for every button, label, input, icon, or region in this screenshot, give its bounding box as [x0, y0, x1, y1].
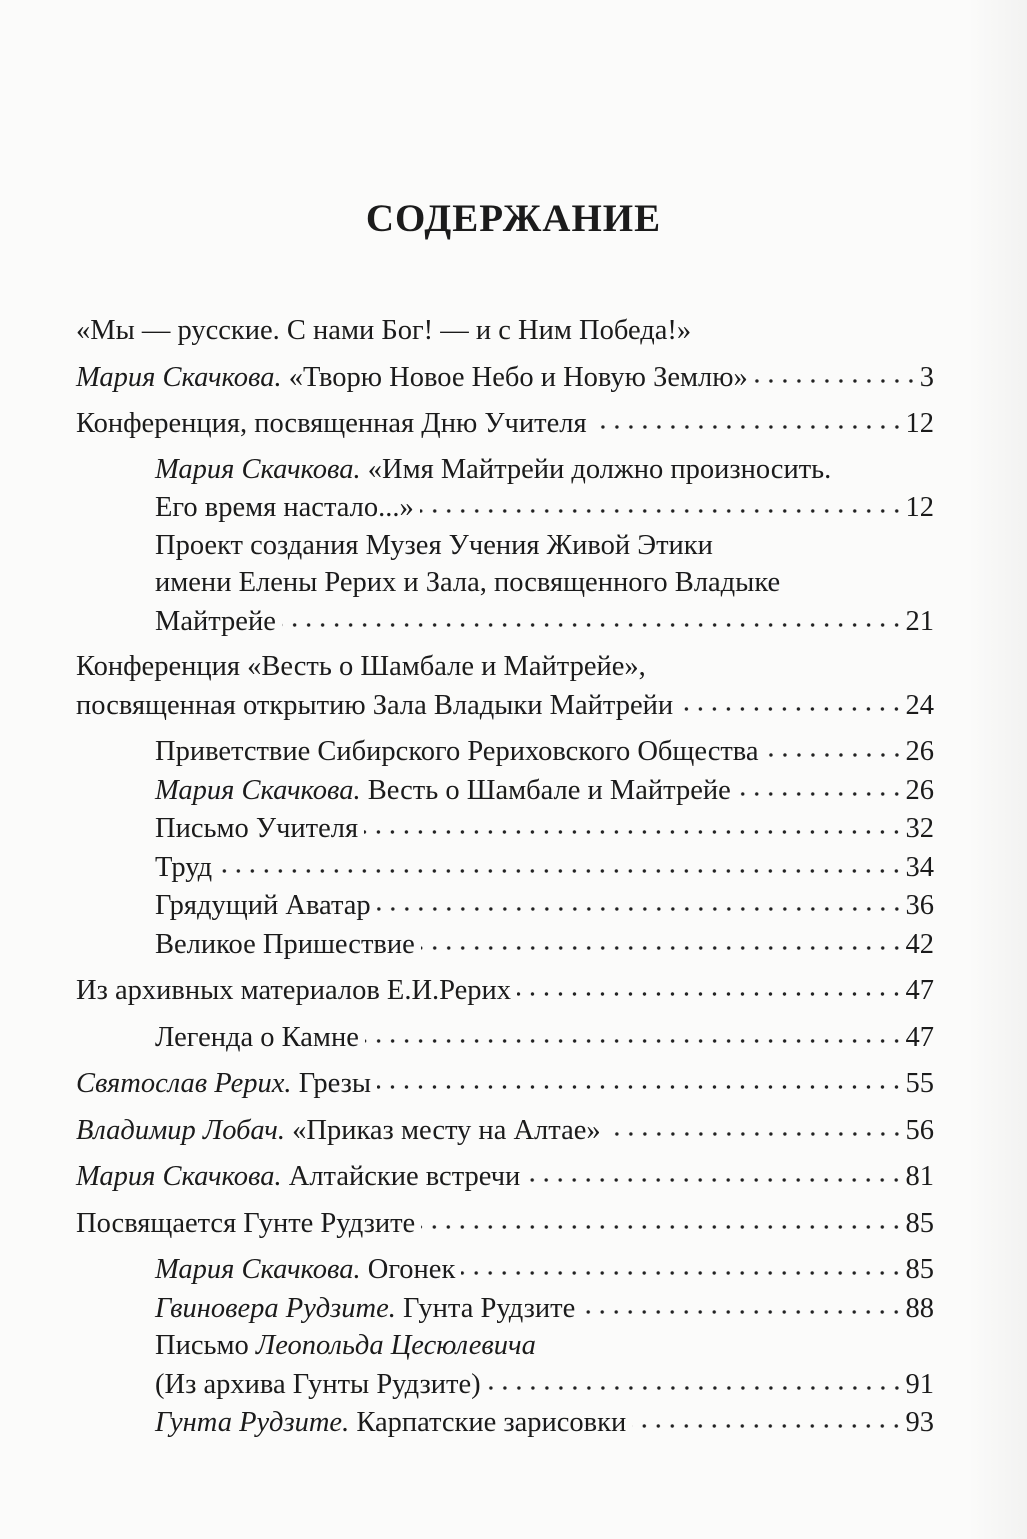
entry-title: Гунта Рудзите	[395, 1292, 576, 1324]
dot-leader	[377, 1064, 903, 1092]
toc-line-text	[76, 1065, 371, 1103]
entry-title: Труд	[155, 851, 213, 883]
entry-title: Письмо Учителя	[155, 813, 359, 844]
toc-line	[155, 564, 934, 602]
page-number: 26	[905, 774, 934, 806]
entry-title: посвященная открытию Зала Владыки Майтрейи	[76, 689, 674, 721]
toc-line	[155, 1018, 934, 1057]
toc-entry	[76, 312, 934, 350]
page-number: 36	[905, 890, 934, 921]
toc-line	[76, 404, 934, 443]
entry-title: «Имя Майтрейи должно произносить.	[360, 453, 832, 485]
toc-line-text	[155, 1404, 626, 1442]
entry-title: «Приказ месту на Алтае»	[285, 1114, 601, 1146]
toc-line-text	[155, 1019, 359, 1057]
toc-line-text	[76, 1158, 520, 1196]
page-number: 12	[905, 408, 934, 439]
toc-line-text	[76, 1112, 601, 1150]
page-number: 3	[919, 361, 934, 393]
dot-leader	[607, 1111, 904, 1139]
toc-entry	[155, 1289, 934, 1328]
toc-entry	[76, 404, 934, 443]
toc-line-text	[155, 489, 414, 527]
entry-title: «Мы — русские. С нами Бог! — и с Ним Победа!»	[76, 315, 692, 346]
page-number: 42	[905, 928, 934, 960]
dot-leader	[593, 404, 904, 432]
entry-title: Из архивных материалов Е.И.Рерих	[76, 975, 512, 1006]
author-name: Мария Скачкова.	[155, 1254, 361, 1285]
dot-leader	[517, 971, 903, 999]
page-number: 91	[905, 1368, 934, 1400]
toc-line-text	[155, 849, 212, 887]
entry-title: Письмо	[155, 1330, 256, 1361]
toc-line	[76, 312, 934, 350]
entry-title: Конференция, посвященная Дню Учителя	[76, 408, 587, 439]
page-number: 24	[905, 689, 934, 721]
page-number: 85	[905, 1254, 934, 1285]
page-number: 21	[905, 605, 934, 637]
author-name: Мария Скачкова.	[155, 774, 361, 806]
page-number: 12	[905, 492, 934, 523]
dot-leader	[282, 602, 904, 630]
page-number: 47	[905, 975, 934, 1006]
dot-leader	[487, 1365, 904, 1393]
toc-line	[155, 488, 934, 527]
toc-line	[155, 602, 934, 641]
page-number: 55	[905, 1068, 934, 1099]
dot-leader	[421, 925, 904, 953]
toc-entry	[155, 1250, 934, 1289]
page-number: 32	[905, 813, 934, 844]
toc-line-text	[155, 926, 415, 964]
author-name: Мария Скачкова.	[155, 453, 361, 485]
toc-line-text	[155, 1366, 481, 1404]
entry-title: Грядущий Аватар	[155, 890, 371, 921]
toc-line	[155, 771, 934, 810]
entry-title: Легенда о Камне	[155, 1021, 359, 1053]
page-number: 88	[905, 1292, 934, 1324]
entry-title: Алтайские встречи	[281, 1161, 521, 1192]
toc-line	[155, 1403, 934, 1442]
page-number: 47	[905, 1021, 934, 1053]
dot-leader	[765, 732, 904, 760]
toc-line	[76, 971, 934, 1010]
entry-title: Конференция «Весть о Шамбале и Майтрейе»,	[76, 651, 646, 682]
toc-line-text	[155, 810, 358, 848]
toc-line	[155, 848, 934, 887]
toc-line	[76, 358, 934, 397]
entry-title: Огонек	[360, 1254, 456, 1285]
dot-leader	[526, 1157, 903, 1185]
entry-title: Приветствие Сибирского Рериховского Общества	[155, 736, 759, 767]
dot-leader	[679, 686, 903, 714]
dot-leader	[754, 358, 918, 386]
toc-entry	[76, 1157, 934, 1196]
toc-line	[155, 1327, 934, 1365]
dot-leader	[461, 1250, 903, 1278]
toc-entry	[155, 1327, 934, 1403]
author-name: Мария Скачкова.	[76, 361, 282, 393]
dot-leader	[377, 886, 904, 914]
toc-line-text	[155, 567, 780, 598]
toc-entry	[155, 886, 934, 925]
entry-title: Посвящается Гунте Рудзите	[76, 1207, 416, 1239]
toc-line	[76, 1204, 934, 1243]
entry-title: (Из архива Гунты Рудзите)	[155, 1368, 481, 1400]
toc-line-text	[155, 530, 713, 561]
toc-entry	[76, 1064, 934, 1103]
toc-line	[155, 925, 934, 964]
table-of-contents	[76, 312, 934, 1442]
entry-title: Грезы	[291, 1068, 372, 1099]
dot-leader	[420, 488, 904, 516]
toc-line-text	[76, 1205, 415, 1243]
author-name: Святослав Рерих.	[76, 1068, 292, 1099]
toc-entry	[76, 1111, 934, 1150]
dot-leader	[365, 1018, 904, 1046]
toc-line	[155, 1365, 934, 1404]
toc-line-text	[155, 454, 831, 485]
author-name: Леопольда Цесюлевича	[255, 1330, 536, 1361]
page-number: 26	[905, 736, 934, 767]
page-number: 93	[905, 1407, 934, 1438]
dot-leader	[218, 848, 903, 876]
toc-line	[155, 1289, 934, 1328]
entry-title: Карпатские зарисовки	[349, 1407, 627, 1438]
dot-leader	[581, 1289, 903, 1317]
toc-entry	[155, 1018, 934, 1057]
dot-leader	[737, 771, 904, 799]
toc-line-text	[155, 1330, 536, 1361]
toc-entry	[155, 451, 934, 527]
toc-line-text	[76, 315, 691, 346]
toc-line-text	[155, 1290, 575, 1328]
toc-line-text	[155, 733, 759, 771]
toc-line	[155, 732, 934, 771]
entry-title: Его время настало...»	[155, 492, 414, 523]
dot-leader	[364, 809, 903, 837]
toc-line-text	[155, 1251, 455, 1289]
toc-entry	[155, 925, 934, 964]
toc-entry	[76, 358, 934, 397]
entry-title: Проект создания Музея Учения Живой Этики	[155, 529, 713, 561]
toc-line	[155, 451, 934, 489]
toc-entry	[155, 1403, 934, 1442]
toc-entry	[155, 732, 934, 771]
toc-entry	[155, 809, 934, 848]
toc-line	[76, 1111, 934, 1150]
page-number: 34	[905, 851, 934, 883]
toc-line	[76, 686, 934, 725]
toc-line-text	[76, 687, 673, 725]
author-name: Мария Скачкова.	[76, 1161, 282, 1192]
toc-line	[155, 809, 934, 848]
toc-line	[76, 1064, 934, 1103]
toc-line-text	[76, 972, 511, 1010]
author-name: Гунта Рудзите.	[155, 1407, 350, 1438]
entry-title: Весть о Шамбале и Майтрейе	[360, 774, 731, 806]
page-number: 81	[905, 1161, 934, 1192]
toc-line-text	[155, 603, 276, 641]
toc-line	[76, 1157, 934, 1196]
toc-line	[155, 886, 934, 925]
toc-entry	[76, 648, 934, 724]
toc-entry	[155, 527, 934, 641]
toc-line	[76, 648, 934, 686]
toc-line-text	[76, 359, 748, 397]
toc-line-text	[155, 772, 731, 810]
toc-entry	[155, 771, 934, 810]
entry-title: Великое Пришествие	[155, 928, 415, 960]
entry-title: «Творю Новое Небо и Новую Землю»	[281, 361, 748, 393]
toc-line	[155, 527, 934, 565]
page-number: 56	[905, 1114, 934, 1146]
toc-line-text	[76, 651, 646, 682]
entry-title: Майтрейе	[155, 605, 276, 637]
author-name: Владимир Лобач.	[76, 1114, 286, 1146]
toc-entry	[155, 848, 934, 887]
dot-leader	[632, 1403, 903, 1431]
page-title: СОДЕРЖАНИЕ	[365, 197, 662, 240]
toc-entry	[76, 971, 934, 1010]
toc-line-text	[76, 405, 587, 443]
entry-title: имени Елены Рерих и Зала, посвященного Владыке	[155, 567, 781, 598]
toc-line-text	[155, 887, 371, 925]
toc-line	[155, 1250, 934, 1289]
page-number: 85	[905, 1207, 934, 1239]
toc-entry	[76, 1204, 934, 1243]
dot-leader	[421, 1204, 903, 1232]
author-name: Гвиновера Рудзите.	[155, 1292, 396, 1324]
